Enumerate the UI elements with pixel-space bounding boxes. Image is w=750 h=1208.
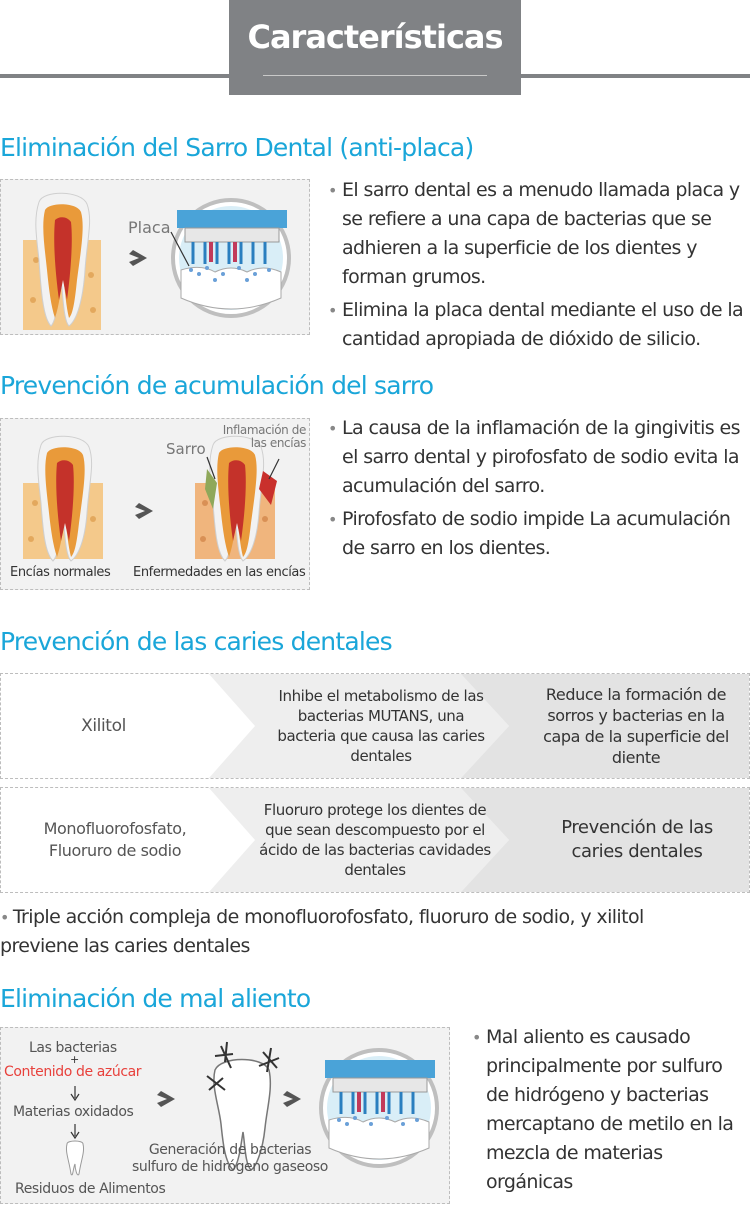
section-title-caries: Prevención de las caries dentales	[0, 627, 392, 656]
caption-normal-gums: Encías normales	[10, 565, 111, 580]
breath-bullet-1: • Mal aliento es causado principalmente por sulfuro de hidrógeno y bacterias mercaptano de metilo en la mezcla de materias orgánicas	[472, 1023, 750, 1197]
flow-row-1-cause: Xilitol	[81, 716, 126, 736]
flow-row-1-mechanism: Inhibe el metabolismo de las bacterias MUTANS, una bacteria que causa las caries dentales	[277, 687, 485, 765]
toothbrush-icon	[173, 200, 289, 316]
caries-flow-row-2	[0, 787, 750, 893]
chain-sugar: Contenido de azúcar	[4, 1064, 142, 1080]
flow-row-2-cause: Monofluorofosfato, Fluoruro de sodio	[43, 819, 187, 860]
caries-note-text: Triple acción compleja de monofluorofosfato, fluoruro de sodio, y xilitol previene las caries dentales	[0, 906, 644, 957]
section-title-anti-plaque: Eliminación del Sarro Dental (anti-placa)	[0, 133, 474, 162]
arrow-right-icon	[283, 1091, 301, 1107]
header-box	[229, 0, 521, 95]
chain-food-residue: Residuos de Alimentos	[15, 1181, 166, 1197]
toothbrush-icon	[321, 1050, 437, 1166]
page-title: Características	[247, 18, 503, 56]
arrow-right-icon	[135, 503, 153, 519]
anti-plaque-bullet-1: • El sarro dental es a menudo llamada placa y se refiere a una capa de bacterias que se adhieren a la superficie de los dientes y forman grumos.	[328, 176, 750, 292]
small-tooth-icon	[66, 1141, 83, 1175]
section-title-breath: Eliminación de mal aliento	[0, 984, 311, 1013]
caries-flow-row-1	[0, 673, 750, 779]
tooth-cross-section-icon	[23, 193, 101, 330]
bullet-dot: •	[0, 908, 9, 927]
arrow-right-icon	[129, 250, 147, 266]
flow-row-2-result: Prevención de las caries dentales	[561, 817, 713, 862]
header-underline	[263, 75, 487, 76]
tartar-bullets	[328, 414, 750, 563]
breath-figure	[0, 1027, 450, 1204]
section-title-tartar: Prevención de acumulación del sarro	[0, 371, 434, 400]
inflamacion-pointer	[269, 459, 279, 479]
flow-row-2-mechanism: Fluoruro protege los dientes de que sean descompuesto por el ácido de las bacterias cavidades dentales	[259, 801, 491, 879]
caries-note	[0, 903, 650, 961]
caption-gum-disease: Enfermedades en las encías	[133, 565, 306, 580]
inflamacion-label: Inflamación de las encías	[222, 423, 306, 450]
flow-row-1-result: Reduce la formación de sorros y bacterias en la capa de la superficie del diente	[543, 685, 729, 767]
placa-label: Placa	[128, 218, 171, 237]
tartar-bullet-1: • La causa de la inflamación de la gingivitis es el sarro dental y pirofosfato de sodio evita la acumulación del sarro.	[328, 414, 750, 501]
chain-plus: +	[70, 1053, 79, 1066]
anti-plaque-bullet-2: • Elimina la placa dental mediante el uso de la cantidad apropiada de dióxido de silicio.	[328, 296, 750, 354]
chain-bacteria: Las bacterias	[29, 1040, 117, 1056]
chain-oxidized: Materias oxidados	[13, 1104, 134, 1120]
tartar-figure	[0, 418, 310, 590]
anti-plaque-figure	[0, 179, 310, 335]
anti-plaque-illustration	[1, 180, 310, 335]
arrow-right-icon	[157, 1091, 175, 1107]
sarro-label: Sarro	[166, 440, 206, 458]
tartar-bullet-2: • Pirofosfato de sodio impide La acumulación de sarro en los dientes.	[328, 505, 750, 563]
tooth-normal-icon	[23, 436, 103, 561]
breath-bullets	[472, 1023, 750, 1197]
anti-plaque-bullets	[328, 176, 750, 354]
generation-label: Generación de bacterias sulfuro de hidrógeno gaseoso	[132, 1142, 328, 1175]
tooth-diseased-icon	[195, 436, 277, 561]
